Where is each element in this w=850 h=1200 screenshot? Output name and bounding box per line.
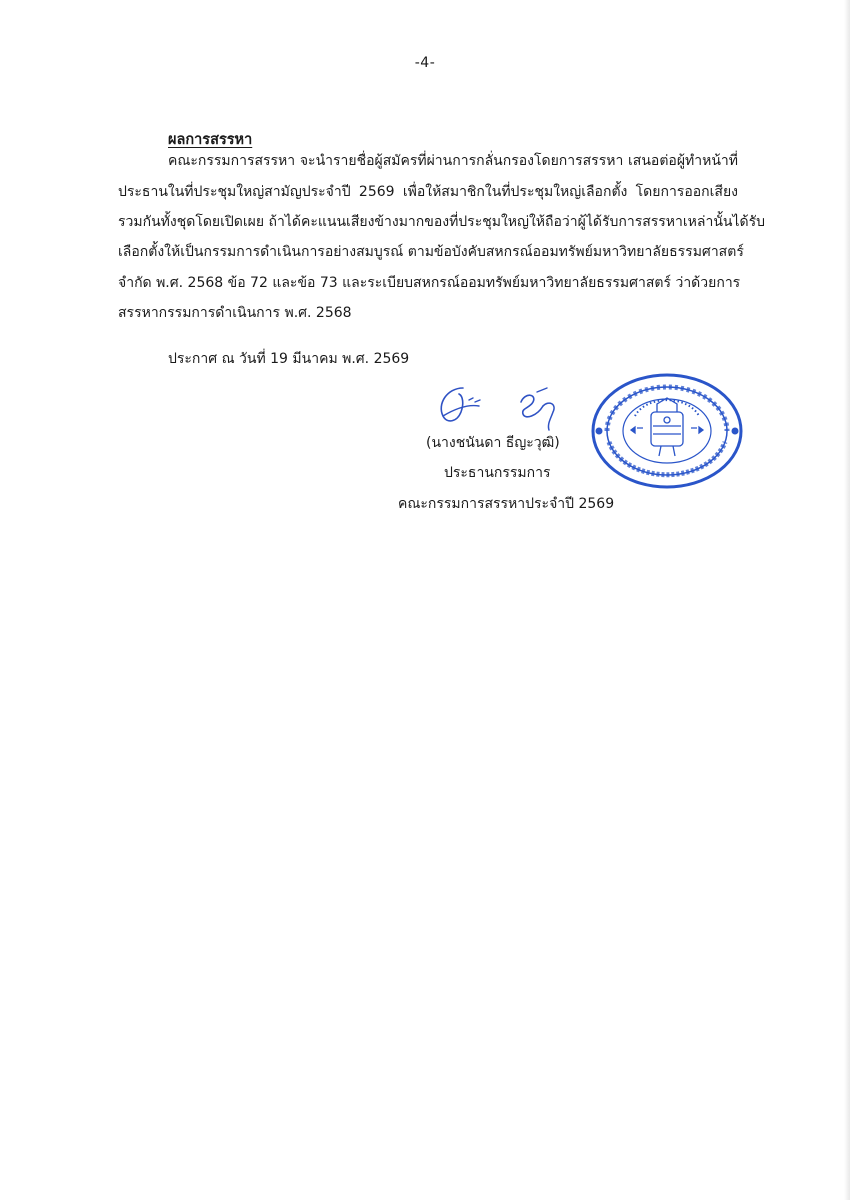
handwritten-signature xyxy=(433,382,573,434)
paragraph-line-2: ประธานในที่ประชุมใหญ่สามัญประจำปี 2569 เพื่อให้สมาชิกในที่ประชุมใหญ่เลือกตั้ง โดยการออกเสียง xyxy=(118,184,738,200)
paragraph-line-5: จำกัด พ.ศ. 2568 ข้อ 72 และข้อ 73 และระเบียบสหกรณ์ออมทรัพย์มหาวิทยาลัยธรรมศาสตร์ ว่าด้วยการ xyxy=(118,275,741,291)
committee-name: คณะกรรมการสรรหาประจำปี 2569 xyxy=(398,496,615,512)
official-seal-stamp xyxy=(587,370,747,492)
paragraph-line-1: คณะกรรมการสรรหา จะนำรายชื่อผู้สมัครที่ผ่านการกลั่นกรองโดยการสรรหา เสนอต่อผู้ทำหน้าที่ xyxy=(168,153,738,169)
paragraph-line-3: รวมกันทั้งชุดโดยเปิดเผย ถ้าได้คะแนนเสียงข้างมากของที่ประชุมใหญ่ให้ถือว่าผู้ได้รับการสรรหาเหล่านั้นได้รับ xyxy=(118,214,766,230)
section-heading: ผลการสรรหา xyxy=(168,132,253,148)
announcement-date: ประกาศ ณ วันที่ 19 มีนาคม พ.ศ. 2569 xyxy=(168,351,410,367)
page-number: -4- xyxy=(414,55,436,71)
paragraph-line-4: เลือกตั้งให้เป็นกรรมการดำเนินการอย่างสมบูรณ์ ตามข้อบังคับสหกรณ์ออมทรัพย์มหาวิทยาลัยธรรมศาสตร์ xyxy=(118,244,744,260)
paragraph-line-6: สรรหากรรมการดำเนินการ พ.ศ. 2568 xyxy=(118,305,352,321)
signatory-title: ประธานกรรมการ xyxy=(444,465,551,481)
page-edge-shadow xyxy=(844,0,850,1200)
signatory-name: (นางชนันดา ธีญะวุฒิ) xyxy=(426,435,560,451)
